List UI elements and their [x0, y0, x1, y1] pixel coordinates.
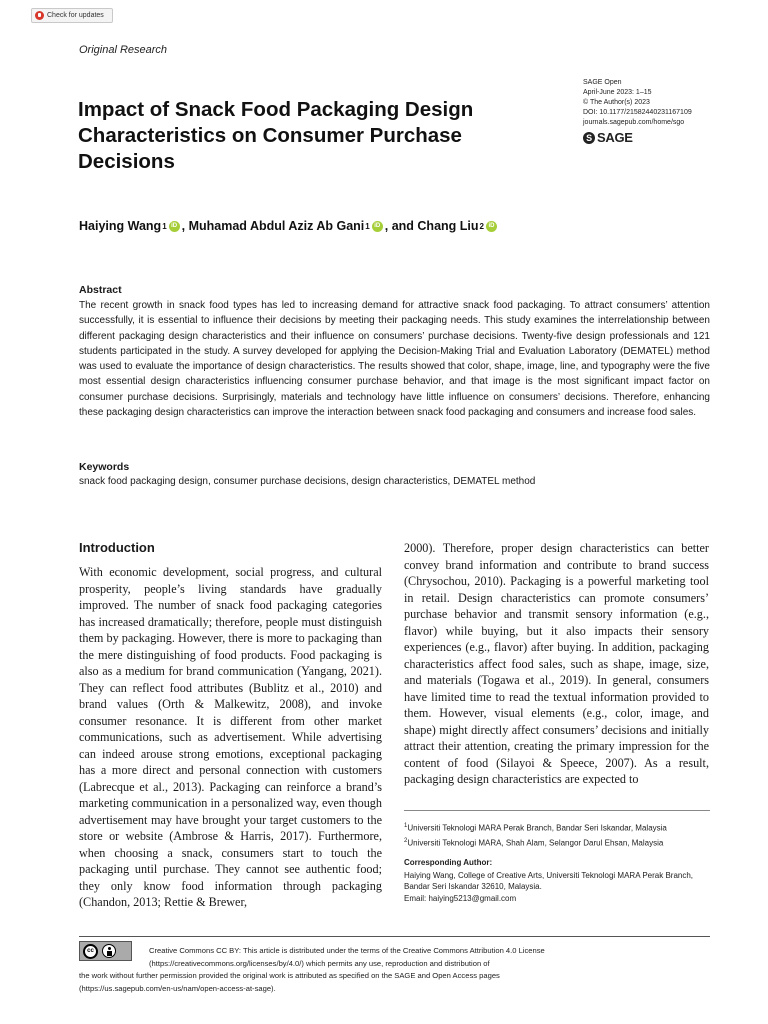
- author-separator: , and: [384, 219, 418, 233]
- introduction-heading: Introduction: [79, 540, 155, 555]
- check-for-updates-badge[interactable]: [31, 8, 113, 23]
- sage-logo-icon: S: [583, 132, 595, 144]
- check-for-updates-label: Check for updates: [47, 12, 104, 19]
- author-affiliation-sup: 1: [162, 221, 167, 231]
- sage-logo-text: SAGE: [597, 130, 633, 145]
- doi[interactable]: DOI: 10.1177/21582440231167109: [583, 109, 692, 116]
- abstract-section: [79, 284, 710, 420]
- orcid-icon[interactable]: iD: [372, 221, 383, 232]
- section-label: Original Research: [79, 44, 168, 56]
- affiliations: [404, 820, 710, 849]
- author-name: Chang Liu: [417, 219, 479, 233]
- author-list: [79, 219, 499, 233]
- license-line[interactable]: (https://creativecommons.org/licenses/by/4.0/) which permits any use, reproduction and distribution of: [149, 958, 490, 968]
- author-name: Haiying Wang: [79, 219, 162, 233]
- corresponding-author-email[interactable]: Email: haiying5213@gmail.com: [404, 893, 517, 903]
- author-affiliation-sup: 2: [479, 221, 484, 231]
- affiliation-item: $^1$Universiti Teknologi MARA Perak Branch, Bandar Seri Iskandar, Malaysia: [404, 823, 667, 833]
- body-column-right: 2000). Therefore, proper design characteristics can better convey brand information and contribute to brand success (Chrysochou, 2010). Packaging is a powerful marketing tool in retail. Design characteristics can promote consumers’ purchase behavior and transmit sensory information (e.g., flavor) while buying, but it also impacts their sensory experiences (e.g., flavor) after buying. In addition, packaging characteristics affect food sales, such as shape, image, size, and materials (Togawa et al., 2019). In general, consumers have limited time to read the textual information provided to them. However, visual elements (e.g., color, image, and shape) might directly affect consumers’ decisions and initially attract their attention, creating the primary impression for the content of food (Silayoi & Speece, 2007). As a result, packaging design characteristics are expected to: [404, 541, 709, 786]
- sage-logo: [583, 132, 692, 144]
- footer-rule: [79, 936, 710, 937]
- journal-name: SAGE Open: [583, 79, 622, 86]
- corresponding-author-address: Haiying Wang, College of Creative Arts, Universiti Teknologi MARA Perak Branch, Bandar Seri Iskandar 32610, Malaysia.: [404, 870, 694, 891]
- article-title: Impact of Snack Food Packaging Design Characteristics on Consumer Purchase Decisions: [78, 98, 474, 173]
- keywords-heading: Keywords: [79, 461, 130, 473]
- author-name: Muhamad Abdul Aziz Ab Gani: [188, 219, 365, 233]
- license-text: [79, 945, 719, 995]
- affiliation-item: $^2$Universiti Teknologi MARA, Shah Alam, Selangor Darul Ehsan, Malaysia: [404, 837, 664, 848]
- corresponding-author-heading: Corresponding Author:: [404, 858, 493, 867]
- orcid-icon[interactable]: iD: [169, 221, 180, 232]
- update-icon: [35, 11, 44, 20]
- keywords-section: [79, 461, 710, 489]
- abstract-heading: Abstract: [79, 284, 122, 296]
- journal-meta: [583, 78, 692, 144]
- body-column-left: With economic development, social progress, and cultural prosperity, people’s living standards have gradually improved. The number of snack food packaging categories has increased dramatically; therefore, people must distinguish them by packaging. However, there is more to packaging than the mere distinguishing of food products. Food packaging is also as a medium for brand communication (Yangang, 2021). They can reflect food attributes (Bublitz et al., 2010) and brand values (Orth & Malkewitz, 2008), and invoke consumer resonance. It is different from other market communications, such as advertisement. While advertising can indeed arouse strong emotions, exceptional packaging has a more direct and personal connection with customers (Labrecque et al., 2013). Packaging can reinforce a brand’s marketing communication in a personalized way, even though advertisement may have brought your target customers to the store or website (Ambrose & Harris, 2017). Furthermore, when choosing a snack, consumers start to touch the packaging until purchase. They cannot see authentic food; they only know food information through packaging (Chandon, 2013; Rettie & Brewer,: [79, 565, 382, 909]
- license-line: Creative Commons CC BY: This article is distributed under the terms of the Creative Commons Attribution 4.0 License: [149, 946, 545, 955]
- journal-issue: April-June 2023: 1–15: [583, 89, 652, 96]
- copyright: © The Author(s) 2023: [583, 99, 650, 106]
- license-line: the work without further permission provided the original work is attributed as specified on the SAGE and Open Access pages: [79, 971, 500, 981]
- author-affiliation-sup: 1: [365, 221, 370, 231]
- footnote-divider: [404, 810, 710, 811]
- corresponding-author: [404, 857, 710, 904]
- orcid-icon[interactable]: iD: [486, 221, 497, 232]
- keywords-text: snack food packaging design, consumer purchase decisions, design characteristics, DEMATEL method: [79, 476, 536, 487]
- journal-url[interactable]: journals.sagepub.com/home/sgo: [583, 119, 685, 126]
- abstract-text: The recent growth in snack food types has led to increasing demand for attractive snack food packaging. To attract consumers’ attention successfully, it is essential to influence their decisions by meeting their packaging needs. This study examines the interrelationship between different packaging design characteristics and their influence on consumers’ purchase decisions. Twenty-five design professionals and 121 students participated in the study. A survey developed for applying the Decision-Making Trial and Evaluation Laboratory (DEMATEL) method was used to evaluate the importance of design characteristics. The results showed that color, shape, image, line, and typography were the five most essential design characteristics influencing consumer purchase behavior, and that image is the most significant impact factor on consumer purchase decisions. Surprisingly, materials and technology have little influence on consumers’ decisions. Therefore, enhancing these packaging design characteristics can improve the interaction between snack food packaging and consumers and increase food sales.: [79, 300, 710, 419]
- creative-commons-icon: cc: [83, 944, 98, 959]
- author-separator: ,: [181, 219, 189, 233]
- license-line[interactable]: (https://us.sagepub.com/en-us/nam/open-access-at-sage).: [79, 983, 276, 993]
